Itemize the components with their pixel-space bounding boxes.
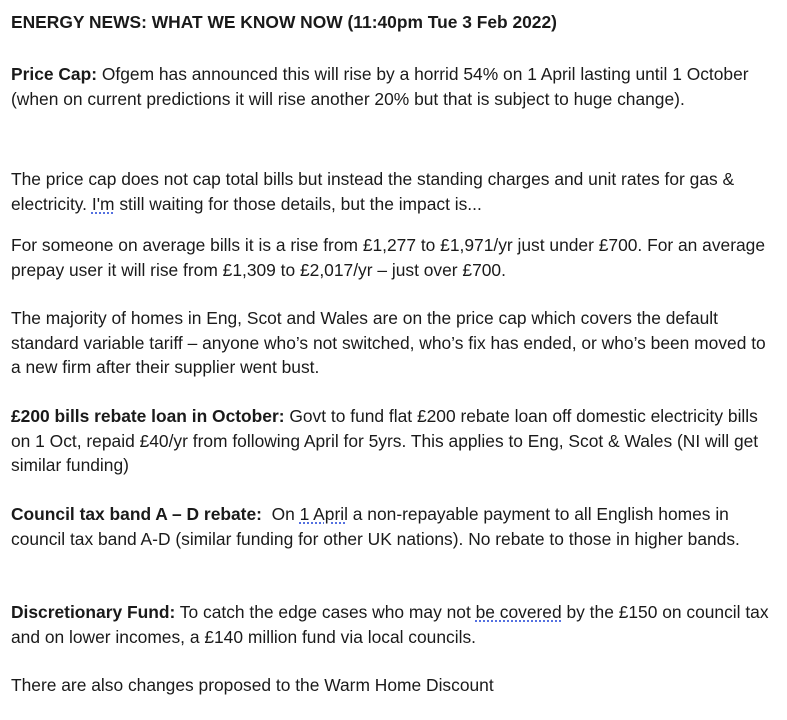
- discretionary-paragraph: [11, 600, 771, 649]
- grammar-flag-im[interactable]: I'm: [91, 193, 115, 214]
- majority-paragraph: The majority of homes in Eng, Scot and Wales are on the price cap which covers the default standard variable tariff – anyone who’s not switched, who’s fix has ended, or who’s been moved to a new firm after their supplier went bust.: [11, 308, 766, 377]
- rebate-loan-heading: £200 bills rebate loan in October:: [11, 406, 285, 426]
- averages-paragraph: For someone on average bills it is a rise from £1,277 to £1,971/yr just under £700. For an average prepay user it will rise from £1,309 to £2,017/yr – just over £700.: [11, 235, 766, 280]
- cap-detail-paragraph: [11, 167, 771, 216]
- rebate-loan-text: Govt to fund flat £200 rebate loan off domestic electricity bills on 1 Oct, repaid £40/yr from following April for 5yrs. This applies to Eng, Scot & Wales (NI will get similar funding): [11, 406, 759, 475]
- council-tax-text-b: a non-repayable payment to all English homes in council tax band A-D (similar funding for other UK nations). No rebate to those in higher bands.: [11, 504, 740, 549]
- council-tax-paragraph: [11, 502, 771, 551]
- council-tax-text-a: On: [261, 504, 300, 524]
- discretionary-heading: Discretionary Fund:: [11, 602, 176, 622]
- price-cap-paragraph: [11, 62, 771, 111]
- rebate-loan-paragraph: [11, 404, 771, 478]
- discretionary-text-b: by the £150 on council tax and on lower incomes, a £140 million fund via local councils.: [11, 602, 769, 647]
- document-title: ENERGY NEWS: WHAT WE KNOW NOW (11:40pm Tue 3 Feb 2022): [11, 12, 557, 32]
- grammar-flag-1-april[interactable]: 1 April: [299, 504, 348, 524]
- price-cap-heading: Price Cap:: [11, 64, 98, 84]
- warm-home-paragraph: There are also changes proposed to the Warm Home Discount: [11, 675, 494, 695]
- council-tax-heading: Council tax band A – D rebate:: [11, 504, 262, 524]
- cap-detail-text-a: The price cap does not cap total bills but instead the standing charges and unit rates for gas & electricity.: [11, 169, 735, 214]
- grammar-flag-be-covered[interactable]: be covered: [475, 602, 562, 622]
- cap-detail-text-b: still waiting for those details, but the impact is...: [114, 193, 482, 214]
- discretionary-text-a: To catch the edge cases who may not: [175, 602, 476, 622]
- price-cap-text: Ofgem has announced this will rise by a horrid 54% on 1 April lasting until 1 October (when on current predictions it will rise another 20% but that is subject to huge change).: [11, 64, 749, 109]
